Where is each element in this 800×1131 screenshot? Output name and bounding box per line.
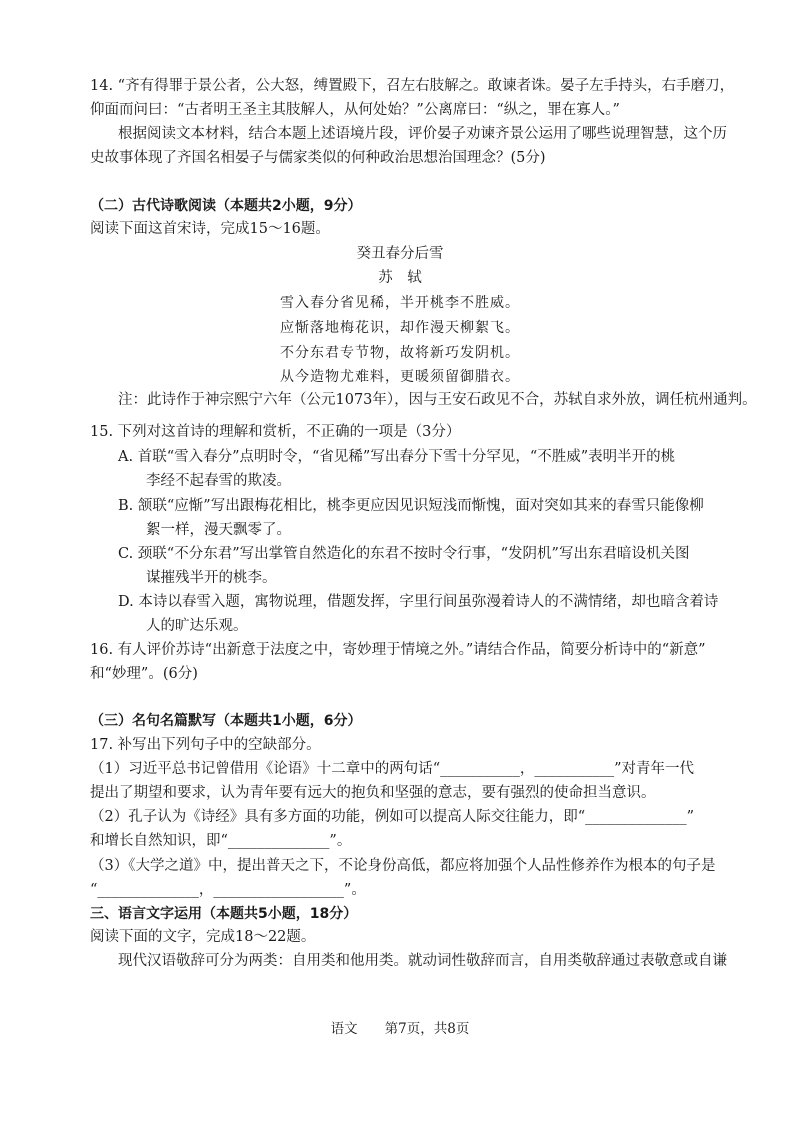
q14-line-2: 仰面而问曰：“古者明王圣主其肢解人，从何处始？”公离席曰：“纵之，罪在寡人。”	[90, 102, 620, 118]
q14-line-3: 根据阅读文本材料，结合本题上述语境片段，评价晏子劝谏齐景公运用了哪些说理智慧，这个历	[118, 126, 727, 142]
q15-option-c-cont: 谋摧残半开的桃李。	[146, 570, 277, 586]
q14-line-1: 14. “齐有得罪于景公者，公大怒，缚置殿下，召左右肢解之。敢谏者诛。晏子左手持头，右手磨刀，	[90, 78, 735, 94]
q15-option-a: A. 首联“雪入春分”点明时令，“省见稀”写出春分下雪十分罕见，“不胜威”表明半开的桃	[118, 449, 676, 465]
q17-part-1: （1）习近平总书记曾借用《论语》十二章中的两句话“___________，___________”对青年一代	[90, 761, 695, 777]
section-heading: （三）名句名篇默写（本题共1小题，6分）	[90, 713, 362, 729]
q17-part-3-cont: “______________，__________________”。	[90, 882, 366, 898]
q17-part-2: （2）孔子认为《诗经》具有多方面的功能，例如可以提高人际交往能力，即“______________”	[90, 809, 695, 825]
poem-author: 苏 轼	[378, 270, 422, 286]
section-heading: 三、语言文字运用（本题共5小题，18分）	[90, 906, 358, 922]
q17-stem: 17. 补写出下列句子中的空缺部分。	[90, 737, 321, 753]
section-intro: 阅读下面的文字，完成18～22题。	[90, 929, 316, 945]
section-heading: （二）古代诗歌阅读（本题共2小题，9分）	[90, 198, 362, 214]
poem-line: 雪入春分省见稀，半开桃李不胜威。	[280, 295, 520, 311]
passage-paragraph: 现代汉语敬辞可分为两类：自用类和他用类。就动词性敬辞而言，自用类敬辞通过表敬意或自谦	[118, 953, 727, 969]
q15-option-a-cont: 李经不起春雪的欺凌。	[146, 473, 291, 489]
q15-option-d-cont: 人的旷达乐观。	[146, 618, 248, 634]
page-footer: 语文 第7页，共8页	[330, 1021, 470, 1037]
q17-part-2-cont: 和增长自然知识，即“______________”。	[90, 833, 352, 849]
q17-part-1-cont: 提出了期望和要求，认为青年要有远大的抱负和坚强的意志，要有强烈的使命担当意识。	[90, 785, 656, 801]
q15-option-b: B. 颔联“应惭”写出跟梅花相比，桃李更应因见识短浅而惭愧，面对突如其来的春雪只能像柳	[118, 498, 704, 514]
poem-note: 注：此诗作于神宗熙宁六年（公元1073年），因与王安石政见不合，苏轼自求外放，调任杭州通判。	[118, 392, 757, 408]
q17-part-3: （3）《大学之道》中，提出普天之下，不论身份高低，都应将加强个人品性修养作为根本的句子是	[90, 858, 716, 874]
q16-line-1: 16. 有人评价苏诗“出新意于法度之中，寄妙理于情境之外。”请结合作品，简要分析诗中的“新意”	[90, 642, 706, 658]
poem-line: 应惭落地梅花识，却作漫天柳絮飞。	[280, 320, 520, 336]
section-intro: 阅读下面这首宋诗，完成15～16题。	[90, 221, 330, 237]
q15-stem: 15. 下列对这首诗的理解和赏析，不正确的一项是（3分）	[90, 424, 461, 440]
q14-line-4: 史故事体现了齐国名相晏子与儒家类似的何种政治思想治国理念？(5分)	[90, 150, 546, 166]
q15-option-c: C. 颈联“不分东君”写出掌管自然造化的东君不按时令行事，“发阴机”写出东君暗设机关图	[118, 546, 690, 562]
q15-option-b-cont: 絮一样，漫天飘零了。	[146, 522, 291, 538]
poem-title: 癸丑春分后雪	[356, 246, 444, 262]
poem-line: 从今造物尤难料，更暖须留御腊衣。	[280, 369, 520, 385]
poem-line: 不分东君专节物，故将新巧发阴机。	[280, 345, 520, 361]
q16-line-2: 和“妙理”。(6分)	[90, 666, 198, 682]
q15-option-d: D. 本诗以春雪入题，寓物说理，借题发挥，字里行间虽弥漫着诗人的不满情绪，却也暗含着诗	[118, 594, 719, 610]
